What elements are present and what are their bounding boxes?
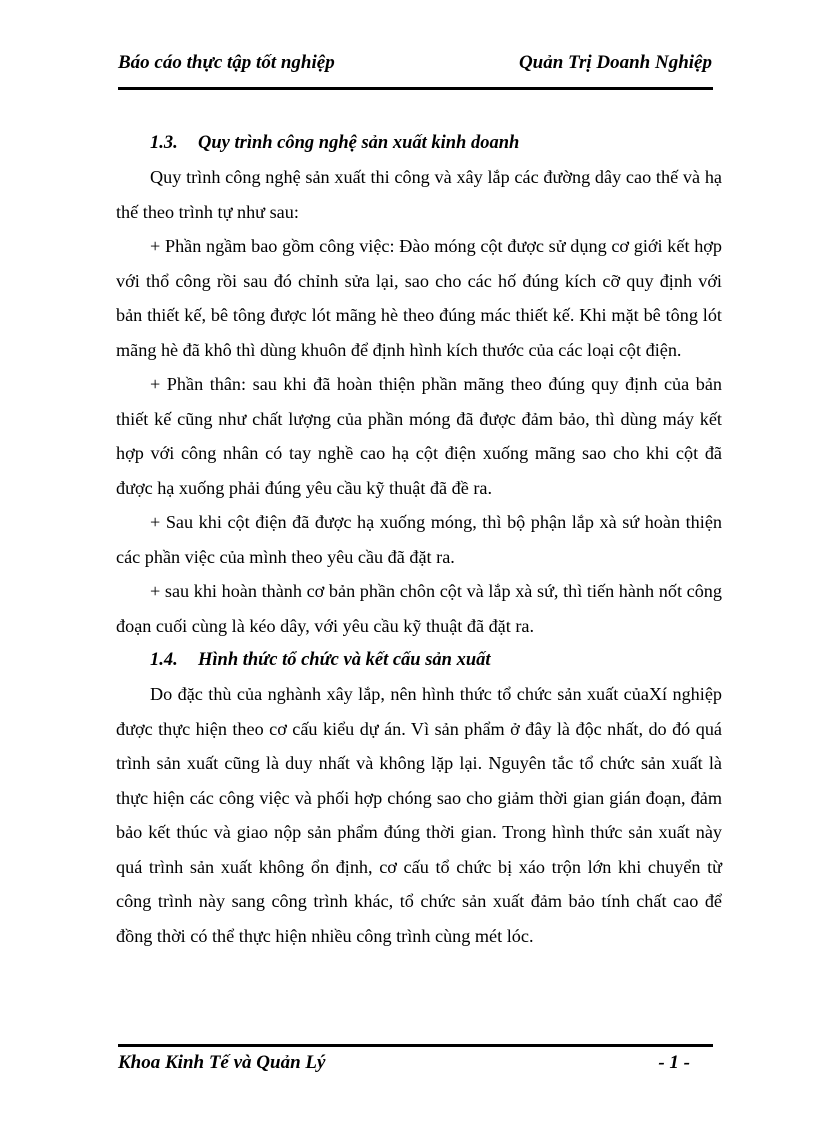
paragraph: Do đặc thù của nghành xây lắp, nên hình thức tổ chức sản xuất củaXí nghiệp được thực hiện theo cơ cấu kiểu dự án. Vì sản phẩm ở đây là độc nhất, do đó quá trình sản xuất cũng là duy nhất và không lặp lại. Nguyên tắc tổ chức sản xuất là thực hiện các công việc và phối hợp chóng sao cho giảm thời gian gián đoạn, đảm bảo kết thúc và giao nộp sản phẩm đúng thời gian. Trong hình thức sản xuất này quá trình sản xuất không ổn định, cơ cấu tổ chức bị xáo trộn lớn khi chuyển từ công trình này sang công trình khác, tổ chức sản xuất đảm bảo tính chất cao để đồng thời có thể thực hiện nhiều công trình cùng mét lóc. <box>116 684 722 946</box>
section-number: 1.4. <box>150 650 178 670</box>
page-footer <box>118 1052 690 1078</box>
paragraph: + sau khi hoàn thành cơ bản phần chôn cột và lắp xà sứ, thì tiến hành nốt công đoạn cuối cùng là kéo dây, với yêu cầu kỹ thuật đã đặt ra. <box>116 581 722 636</box>
footer-rule <box>118 1044 713 1047</box>
header-rule <box>118 87 713 90</box>
header-report-title: Báo cáo thực tập tốt nghiệp <box>118 52 335 73</box>
paragraph: Quy trình công nghệ sản xuất thi công và xây lắp các đường dây cao thế và hạ thế theo trình tự như sau: <box>116 167 722 222</box>
section-heading-1-3 <box>150 126 722 160</box>
page-body <box>116 126 722 953</box>
page-number: - 1 - <box>658 1052 690 1073</box>
section-title: Hình thức tổ chức và kết cấu sản xuất <box>198 650 491 670</box>
page-header <box>118 52 712 78</box>
section-title: Quy trình công nghệ sản xuất kinh doanh <box>198 133 520 153</box>
footer-faculty: Khoa Kinh Tế và Quản Lý <box>118 1052 326 1073</box>
paragraph: + Phần thân: sau khi đã hoàn thiện phần mãng theo đúng quy định của bản thiết kế cũng như chất lượng của phần móng đã được đảm bảo, thì dùng máy kết hợp với công nhân có tay nghề cao hạ cột điện xuống mãng sao cho khi cột đã được hạ xuống phải đúng yêu cầu kỹ thuật đã đề ra. <box>116 374 722 498</box>
paragraph: + Sau khi cột điện đã được hạ xuống móng, thì bộ phận lắp xà sứ hoàn thiện các phần việc của mình theo yêu cầu đã đặt ra. <box>116 512 722 567</box>
paragraph: + Phần ngầm bao gồm công việc: Đào móng cột được sử dụng cơ giới kết hợp với thổ công rồi sau đó chỉnh sửa lại, sao cho các hố đúng kích cỡ quy định với bản thiết kế, bê tông được lót mãng hè theo đúng mác thiết kế. Khi mặt bê tông lót mãng hè đã khô thì dùng khuôn để định hình kích thước của các loại cột điện. <box>116 236 722 360</box>
header-department: Quản Trị Doanh Nghiệp <box>518 52 712 73</box>
section-heading-1-4 <box>150 643 722 677</box>
section-number: 1.3. <box>150 133 178 153</box>
